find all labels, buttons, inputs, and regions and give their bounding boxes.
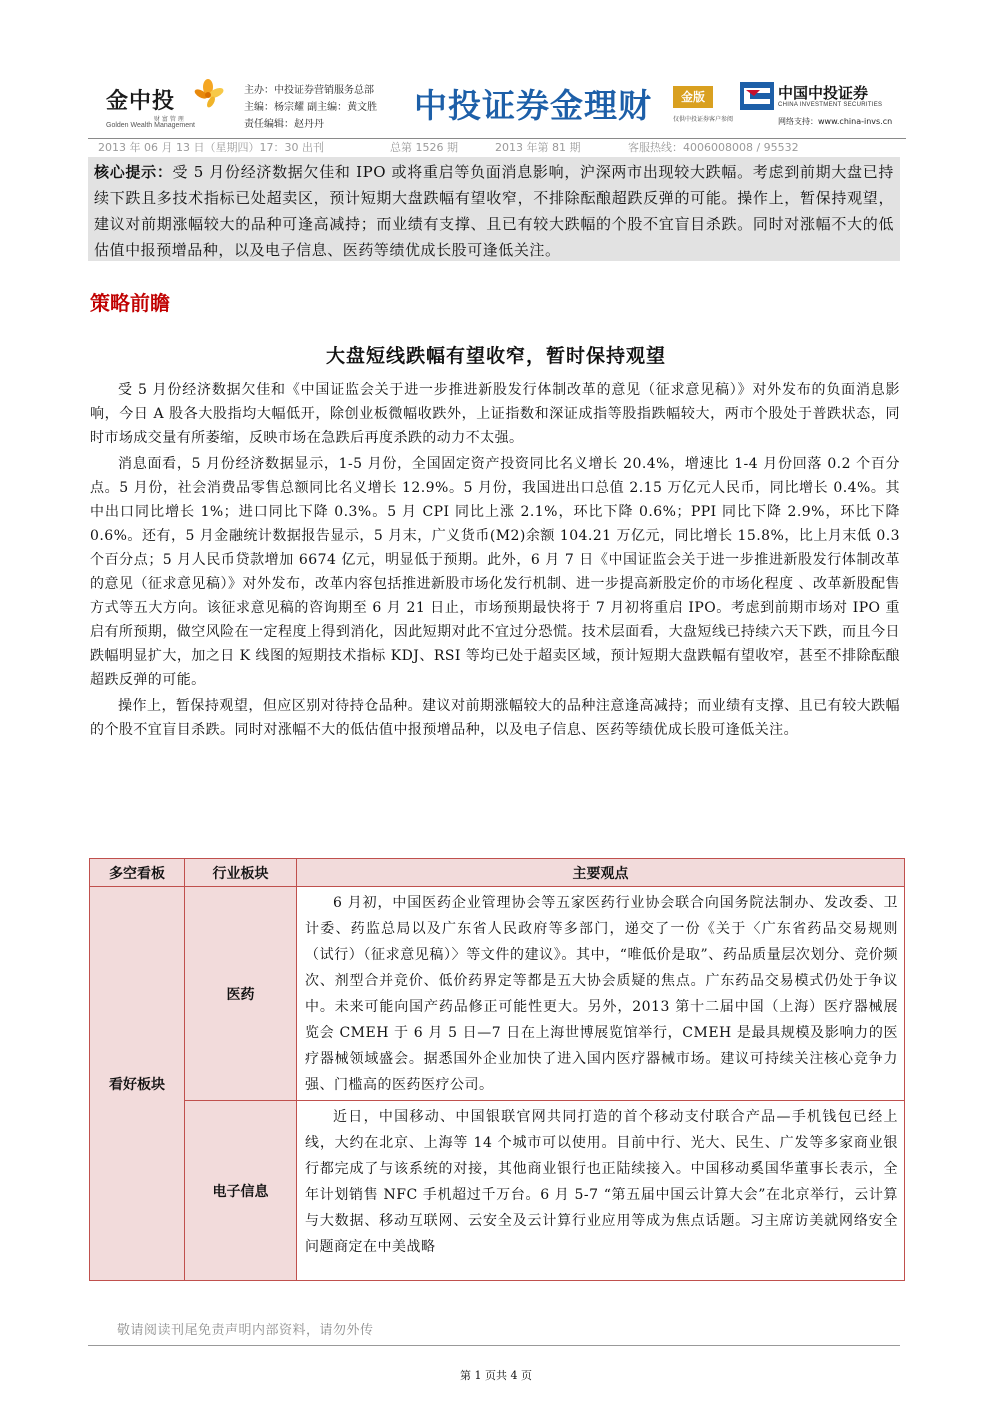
section-title: 策略前瞻 (90, 291, 170, 315)
paragraph: 操作上，暂保持观望，但应区别对待持仓品种。建议对前期涨幅较大的品种注意逢高减持；而业绩有支撑、且已有较大跌幅的个股不宜盲目杀跌。同时对涨幅不大的低估值中报预增品种，以及电子信息、医药等绩优成长股可逢低关注。 (90, 698, 900, 738)
company-name: 中国中投证券 (778, 84, 869, 102)
logo-subtitle: 财 富 管 理 (154, 116, 184, 123)
table-row (90, 887, 905, 1101)
jinzhongtou-logo (106, 78, 224, 130)
company-logo-icon (740, 82, 774, 110)
responsible-editor-line: 责任编辑：赵丹丹 (244, 119, 324, 130)
company-website: 网络支持：www.china-invs.cn (778, 117, 893, 126)
key-tip-label: 核心提示： (94, 163, 173, 181)
view-cell: 近日，中国移动、中国银联官网共同打造的首个移动支付联合产品—手机钱包已经上线，大约在北京、上海等 14 个城市可以使用。目前中行、光大、民生、广发等多家商业银行都完成了与该系统的对接，其他商业银行也正陆续接入。中国移动奚国华董事长表示，全年计划销售 NFC 手机超过千万台。6 月 5-7 “第五届中国云计算大会”在北京举行，云计算与大数据、移动互联网、云安全及云计算行业应用等成为焦点话题。习主席访美就网络安全问题商定在中美战略 (297, 1101, 905, 1281)
footer-disclaimer: 敬请阅读刊尾免责声明内部资料，请勿外传 (117, 1323, 374, 1338)
header-cell: 多空看板 (90, 859, 185, 887)
table-row (90, 1101, 905, 1281)
logo-english: Golden Wealth Management (106, 122, 195, 129)
issue-date: 2013 年 06 月 13 日（星期四）17：30 出刊 (98, 141, 324, 154)
sector-cell: 电子信息 (185, 1101, 297, 1281)
sector-cell: 医药 (185, 887, 297, 1101)
article-title: 大盘短线跌幅有望收窄，暂时保持观望 (325, 345, 666, 367)
group-cell: 看好板块 (90, 887, 185, 1281)
page-number: 第 1 页共 4 页 (460, 1369, 532, 1382)
table-header-row (90, 859, 905, 887)
edition-badge: 金版 (673, 86, 713, 108)
masthead (88, 72, 906, 134)
key-tip-box (88, 157, 900, 261)
footer-divider (88, 1345, 900, 1346)
header-cell: 主要观点 (297, 859, 905, 887)
editor-line: 主编：杨宗耀 副主编：黄文胜 (244, 102, 378, 113)
company-english-name: CHINA INVESTMENT SECURITIES (778, 102, 883, 108)
article-body (90, 378, 900, 744)
sponsor-line: 主办：中投证券营销服务总部 (244, 85, 374, 96)
header-cell: 行业板块 (185, 859, 297, 887)
total-issue: 总第 1526 期 (390, 141, 458, 154)
paragraph: 受 5 月份经济数据欠佳和《中国证监会关于进一步推进新股发行体制改革的意见（征求意见稿）》对外发布的负面消息影响，今日 A 股各大股指均大幅低开，除创业板微幅收跌外，上证指数和深证成指等股指跌幅较大，两市个股处于普跌状态，同时市场成交量有所萎缩，反映市场在急跌后再度杀跌的动力不太强。 (90, 382, 900, 446)
service-hotline: 客服热线：4006008008 / 95532 (628, 141, 799, 154)
issue-info-bar (88, 138, 906, 156)
editorial-info (244, 82, 377, 133)
year-issue: 2013 年第 81 期 (495, 141, 581, 154)
logo-text: 金中投 (106, 89, 176, 114)
paragraph: 消息面看，5 月份经济数据显示，1-5 月份，全国固定资产投资同比名义增长 20.4%，增速比 1-4 月份回落 0.2 个百分点。5 月份，社会消费品零售总额同比名义增长 12.9%。5 月份，我国进出口总值 2.15 万亿元人民币，同比增长 0.4%。其中出口同比增长 1%；进口同比下降 0.3%。5 月 CPI 同比上涨 2.1%，环比下降 0.6%；PPI 同比下降 2.9%，环比下降 0.6%。还有，5 月金融统计数据报告显示，5 月末，广义货币(M2)余额 104.21 万亿元，同比增长 15.8%，比上月末低 0.3 个百分点；5 月人民币贷款增加 6674 亿元，明显低于预期。此外，6 月 7 日《中国证监会关于进一步推进新股发行体制改革的意见（征求意见稿）》对外发布，改革内容包括推进新股市场化发行机制、进一步提高新股定价的市场化程度 、改革新股配售方式等五大方向。该征求意见稿的咨询期至 6 月 21 日止，市场预期最快将于 7 月初将重启 IPO。考虑到前期市场对 IPO 重启有所预期，做空风险在一定程度上得到消化，因此短期对此不宜过分恐慌。技术层面看，大盘短线已持续六天下跌，而且今日跌幅明显扩大，加之日 K 线图的短期技术指标 KDJ、RSI 等均已处于超卖区域，预计短期大盘跌幅有望收窄，甚至不排除酝酿超跌反弹的可能。 (90, 456, 900, 688)
key-tip-text: 受 5 月份经济数据欠佳和 IPO 或将重启等负面消息影响，沪深两市出现较大跌幅。考虑到前期大盘已持续下跌且多技术指标已处超卖区，预计短期大盘跌幅有望收窄，不排除酝酿超跌反弹的可能。操作上，暂保持观望，建议对前期涨幅较大的品种可逢高减持；而业绩有支撑、且已有较大跌幅的个股不宜盲目杀跌。同时对涨幅不大的低估值中报预增品种，以及电子信息、医药等绩优成长股可逢低关注。 (94, 163, 894, 259)
audience-note: 仅供中投证券客户参阅 (673, 116, 734, 123)
publication-title: 中投证券金理财 (414, 86, 652, 125)
sector-view-table (89, 858, 905, 1281)
view-cell: 6 月初，中国医药企业管理协会等五家医药行业协会联合向国务院法制办、发改委、卫计委、药监总局以及广东省人民政府等多部门，递交了一份《关于〈广东省药品交易规则（试行）（征求意见稿）〉等文件的建议》。其中，“唯低价是取”、药品质量层次划分、竞价频次、剂型合并竞价、低价药界定等都是五大协会质疑的焦点。广东药品交易模式仍处于争议中。未来可能向国产药品修正可能性更大。另外，2013 第十二届中国（上海）医疗器械展览会 CMEH 于 6 月 5 日—7 日在上海世博展览馆举行，CMEH 是最具规模及影响力的医疗器械领域盛会。据悉国外企业加快了进入国内医疗器械市场。建议可持续关注核心竞争力强、门槛高的医药医疗公司。 (297, 887, 905, 1101)
flower-icon (192, 78, 224, 112)
